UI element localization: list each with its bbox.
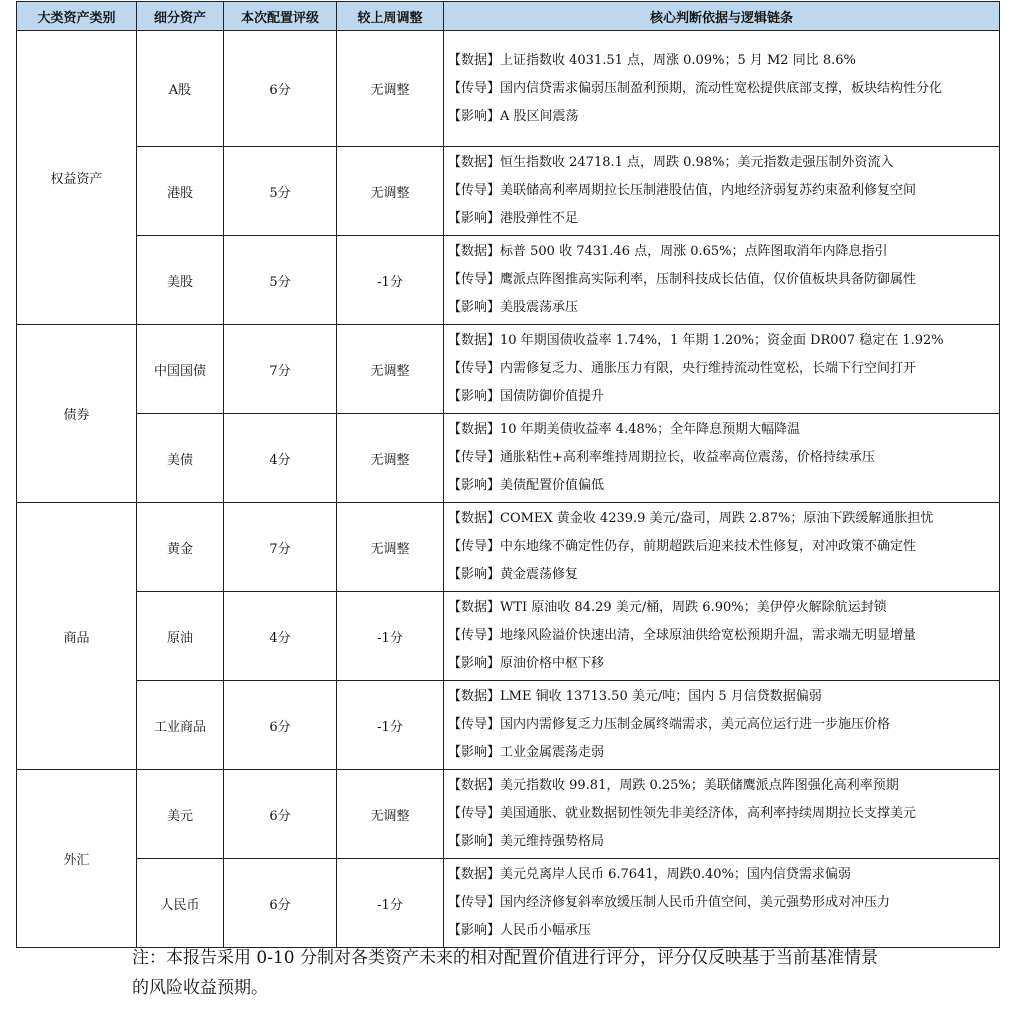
logic-transmission: 【传导】内需修复乏力、通胀压力有限，央行维持流动性宽松，长端下行空间打开 xyxy=(448,361,917,376)
logic-transmission: 【传导】中东地缘不确定性仍存，前期超跌后迎来技术性修复，对冲政策不确定性 xyxy=(448,539,917,554)
logic-transmission: 【传导】地缘风险溢价快速出清，全球原油供给宽松预期升温，需求端无明显增量 xyxy=(448,628,917,643)
logic-impact: 【影响】美债配置价值偏低 xyxy=(448,478,605,493)
logic-impact: 【影响】美股震荡承压 xyxy=(448,300,579,315)
logic-transmission: 【传导】美国通胀、就业数据韧性领先非美经济体，高利率持续周期拉长支撑美元 xyxy=(448,806,917,821)
asset-cell: 美元 xyxy=(137,770,224,859)
category-cell: 外汇 xyxy=(17,770,137,948)
rating-cell: 7分 xyxy=(224,325,337,414)
change-cell: -1分 xyxy=(337,681,444,770)
header-asset: 细分资产 xyxy=(137,2,224,31)
table-row xyxy=(17,414,1000,503)
rating-cell: 4分 xyxy=(224,414,337,503)
logic-transmission: 【传导】通胀粘性+高利率维持周期拉长，收益率高位震荡，价格持续承压 xyxy=(448,450,875,465)
logic-transmission: 【传导】国内内需修复乏力压制金属终端需求，美元高位运行进一步施压价格 xyxy=(448,717,891,732)
asset-cell: 人民币 xyxy=(137,859,224,948)
logic-cell xyxy=(444,236,1000,325)
table-row xyxy=(17,325,1000,414)
category-cell: 权益资产 xyxy=(17,31,137,325)
table-row xyxy=(17,859,1000,948)
logic-cell xyxy=(444,31,1000,147)
table-row xyxy=(17,503,1000,592)
logic-cell xyxy=(444,503,1000,592)
rating-cell: 5分 xyxy=(224,236,337,325)
logic-impact: 【影响】工业金属震荡走弱 xyxy=(448,745,605,760)
logic-impact: 【影响】国债防御价值提升 xyxy=(448,389,605,404)
logic-transmission: 【传导】鹰派点阵图推高实际利率，压制科技成长估值，仅价值板块具备防御属性 xyxy=(448,272,917,287)
change-cell: -1分 xyxy=(337,236,444,325)
change-cell: 无调整 xyxy=(337,414,444,503)
logic-transmission: 【传导】国内经济修复斜率放缓压制人民币升值空间，美元强势形成对冲压力 xyxy=(448,895,891,910)
logic-impact: 【影响】黄金震荡修复 xyxy=(448,567,579,582)
rating-cell: 6分 xyxy=(224,681,337,770)
logic-data: 【数据】上证指数收 4031.51 点，周涨 0.09%；5 月 M2 同比 8.6% xyxy=(448,52,856,68)
logic-data: 【数据】美元指数收 99.81，周跌 0.25%；美联储鹰派点阵图强化高利率预期 xyxy=(448,778,899,793)
table-row xyxy=(17,592,1000,681)
allocation-table-wrapper xyxy=(16,1,1000,948)
logic-data: 【数据】10 年期美债收益率 4.48%；全年降息预期大幅降温 xyxy=(448,422,801,437)
logic-cell xyxy=(444,681,1000,770)
rating-cell: 7分 xyxy=(224,503,337,592)
logic-impact: 【影响】港股弹性不足 xyxy=(448,211,579,226)
change-cell: -1分 xyxy=(337,859,444,948)
logic-transmission: 【传导】美联储高利率周期拉长压制港股估值，内地经济弱复苏约束盈利修复空间 xyxy=(448,183,917,198)
logic-data: 【数据】标普 500 收 7431.46 点，周涨 0.65%；点阵图取消年内降息指引 xyxy=(448,244,888,259)
logic-cell xyxy=(444,325,1000,414)
asset-cell: A股 xyxy=(137,31,224,147)
change-cell: 无调整 xyxy=(337,503,444,592)
logic-cell xyxy=(444,147,1000,236)
allocation-table xyxy=(16,1,1000,948)
table-row xyxy=(17,770,1000,859)
table-body xyxy=(17,31,1000,948)
asset-cell: 工业商品 xyxy=(137,681,224,770)
footnote: 注：本报告采用 0-10 分制对各类资产未来的相对配置价值进行评分，评分仅反映基于当前基准情景的风险收益预期。 xyxy=(132,948,878,998)
asset-cell: 美债 xyxy=(137,414,224,503)
logic-cell xyxy=(444,592,1000,681)
logic-cell xyxy=(444,414,1000,503)
header-category: 大类资产类别 xyxy=(17,2,137,31)
change-cell: 无调整 xyxy=(337,31,444,147)
table-row xyxy=(17,681,1000,770)
category-cell: 商品 xyxy=(17,503,137,770)
asset-cell: 港股 xyxy=(137,147,224,236)
table-row xyxy=(17,147,1000,236)
rating-cell: 6分 xyxy=(224,859,337,948)
rating-cell: 6分 xyxy=(224,31,337,147)
table-row xyxy=(17,236,1000,325)
logic-data: 【数据】COMEX 黄金收 4239.9 美元/盎司，周跌 2.87%；原油下跌缓解通胀担忧 xyxy=(448,511,934,526)
asset-cell: 美股 xyxy=(137,236,224,325)
header-rating: 本次配置评级 xyxy=(224,2,337,31)
logic-data: 【数据】10 年期国债收益率 1.74%，1 年期 1.20%；资金面 DR007 稳定在 1.92% xyxy=(448,333,944,348)
logic-transmission: 【传导】国内信贷需求偏弱压制盈利预期，流动性宽松提供底部支撑，板块结构性分化 xyxy=(448,80,943,96)
asset-cell: 原油 xyxy=(137,592,224,681)
header-logic: 核心判断依据与逻辑链条 xyxy=(444,2,1000,31)
change-cell: 无调整 xyxy=(337,325,444,414)
header-change: 较上周调整 xyxy=(337,2,444,31)
change-cell: -1分 xyxy=(337,592,444,681)
category-cell: 债券 xyxy=(17,325,137,503)
logic-impact: 【影响】A 股区间震荡 xyxy=(448,108,579,124)
logic-data: 【数据】LME 铜收 13713.50 美元/吨；国内 5 月信贷数据偏弱 xyxy=(448,689,822,704)
rating-cell: 6分 xyxy=(224,770,337,859)
logic-impact: 【影响】原油价格中枢下移 xyxy=(448,656,605,671)
change-cell: 无调整 xyxy=(337,770,444,859)
asset-cell: 黄金 xyxy=(137,503,224,592)
logic-data: 【数据】美元兑离岸人民币 6.7641，周跌0.40%；国内信贷需求偏弱 xyxy=(448,867,851,882)
logic-impact: 【影响】美元维持强势格局 xyxy=(448,834,605,849)
rating-cell: 4分 xyxy=(224,592,337,681)
rating-cell: 5分 xyxy=(224,147,337,236)
table-row xyxy=(17,31,1000,147)
logic-data: 【数据】WTI 原油收 84.29 美元/桶，周跌 6.90%；美伊停火解除航运封锁 xyxy=(448,600,887,615)
table-header-row xyxy=(17,2,1000,31)
change-cell: 无调整 xyxy=(337,147,444,236)
asset-cell: 中国国债 xyxy=(137,325,224,414)
logic-impact: 【影响】人民币小幅承压 xyxy=(448,923,592,938)
logic-cell xyxy=(444,770,1000,859)
logic-data: 【数据】恒生指数收 24718.1 点，周跌 0.98%；美元指数走强压制外资流入 xyxy=(448,155,894,170)
logic-cell xyxy=(444,859,1000,948)
